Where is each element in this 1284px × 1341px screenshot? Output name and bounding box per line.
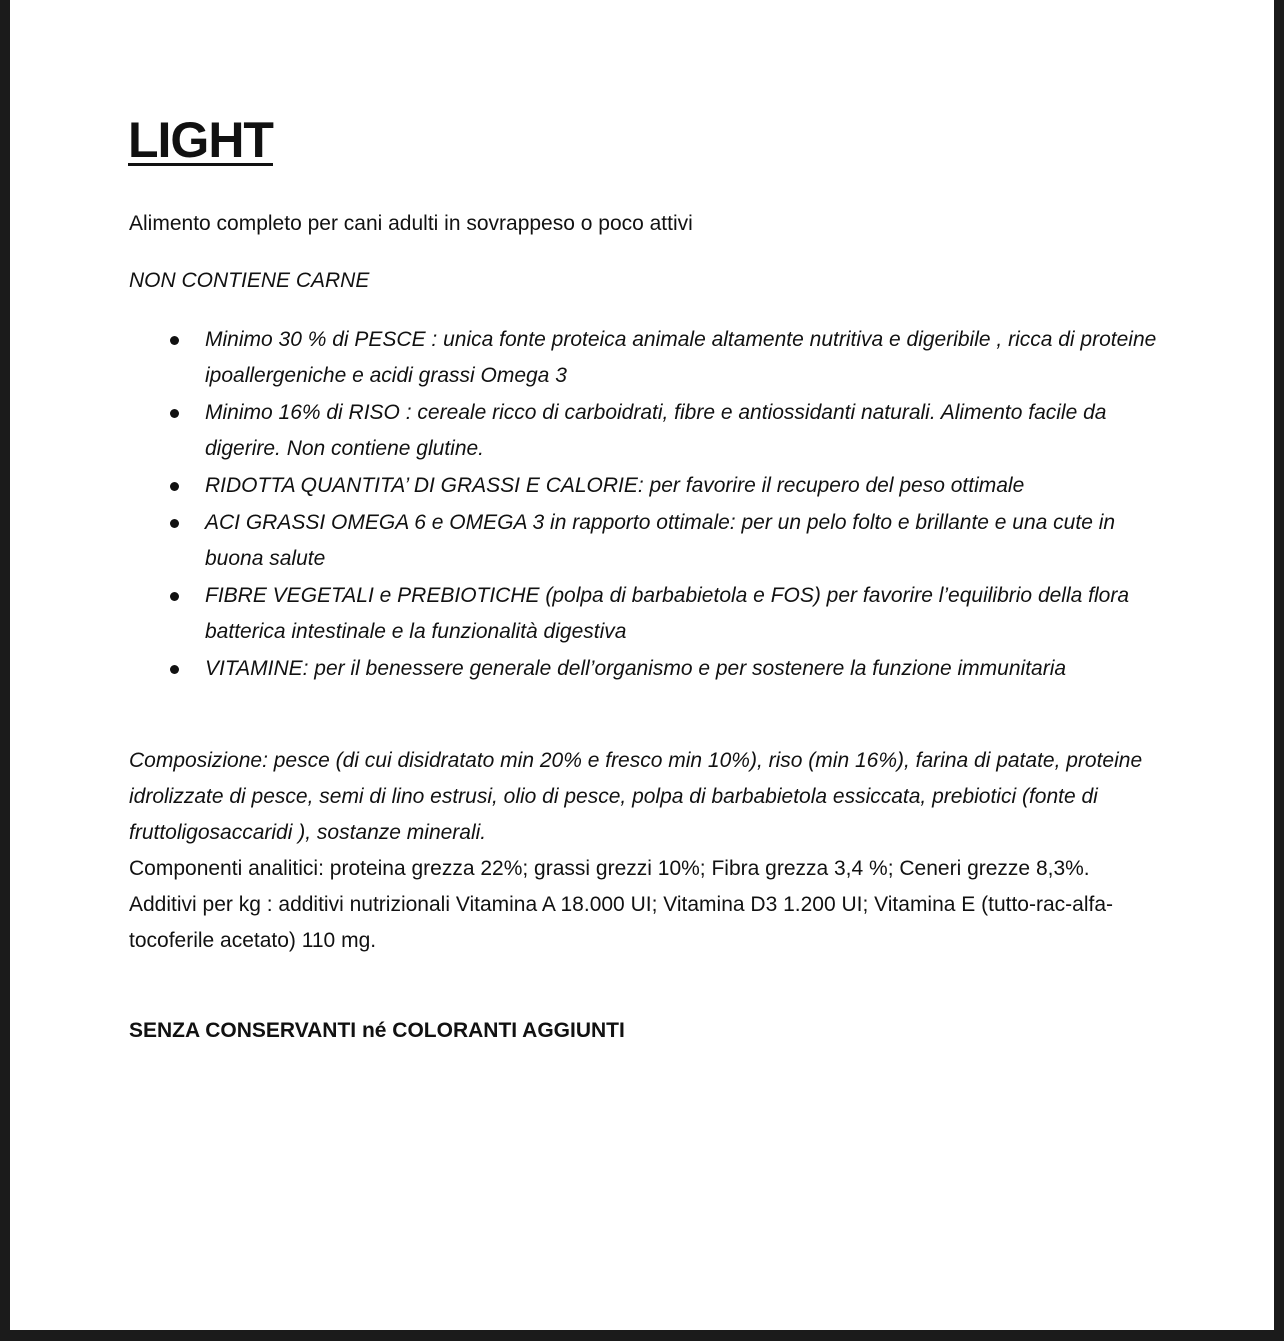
bullet-icon	[170, 592, 179, 601]
feature-item	[129, 578, 1169, 650]
feature-text: Minimo 30 % di PESCE : unica fonte proteica animale altamente nutritiva e digeribile , ricca di proteine ipoallergeniche e acidi grassi Omega 3	[205, 328, 1157, 387]
additives-text: Additivi per kg : additivi nutrizionali Vitamina A 18.000 UI; Vitamina D3 1.200 UI; Vitamina E (tutto-rac-alfa-tocoferile acetato) 110 mg.	[129, 893, 1113, 952]
left-dark-border	[0, 0, 10, 1341]
feature-text: Minimo 16% di RISO : cereale ricco di carboidrati, fibre e antiossidanti naturali. Alimento facile da digerire. Non contiene glutine.	[205, 401, 1107, 460]
composition-text: Composizione: pesce (di cui disidratato min 20% e fresco min 10%), riso (min 16%), farina di patate, proteine idrolizzate di pesce, semi di lino estrusi, olio di pesce, polpa di barbabietola essiccata, prebiotici (fonte di fruttoligosaccaridi ), sostanze minerali.	[129, 749, 1143, 844]
bullet-icon	[170, 482, 179, 491]
feature-text: VITAMINE: per il benessere generale dell’organismo e per sostenere la funzione immunitaria	[205, 657, 1067, 680]
feature-text: RIDOTTA QUANTITA’ DI GRASSI E CALORIE: per favorire il recupero del peso ottimale	[205, 474, 1025, 497]
no-meat-notice: NON CONTIENE CARNE	[129, 269, 370, 292]
bullet-icon	[170, 336, 179, 345]
document-page	[10, 0, 1274, 1330]
feature-text: ACI GRASSI OMEGA 6 e OMEGA 3 in rapporto ottimale: per un pelo folto e brillante e una cute in buona salute	[205, 511, 1116, 570]
right-dark-border	[1274, 0, 1284, 1341]
feature-text: FIBRE VEGETALI e PREBIOTICHE (polpa di barbabietola e FOS) per favorire l’equilibrio della flora batterica intestinale e la funzionalità digestiva	[205, 584, 1129, 643]
feature-list	[129, 322, 1169, 688]
composition-section	[129, 743, 1169, 959]
document-title: LIGHT	[128, 112, 273, 168]
feature-item	[129, 322, 1169, 394]
bullet-icon	[170, 665, 179, 674]
feature-item	[129, 395, 1169, 467]
bullet-icon	[170, 519, 179, 528]
analytical-components-text: Componenti analitici: proteina grezza 22%; grassi grezzi 10%; Fibra grezza 3,4 %; Ceneri grezze 8,3%.	[129, 857, 1090, 880]
product-description: Alimento completo per cani adulti in sovrappeso o poco attivi	[129, 212, 693, 235]
feature-item	[129, 651, 1169, 687]
no-preservatives-note: SENZA CONSERVANTI né COLORANTI AGGIUNTI	[129, 1019, 625, 1042]
feature-item	[129, 468, 1169, 504]
feature-item	[129, 505, 1169, 577]
bullet-icon	[170, 409, 179, 418]
